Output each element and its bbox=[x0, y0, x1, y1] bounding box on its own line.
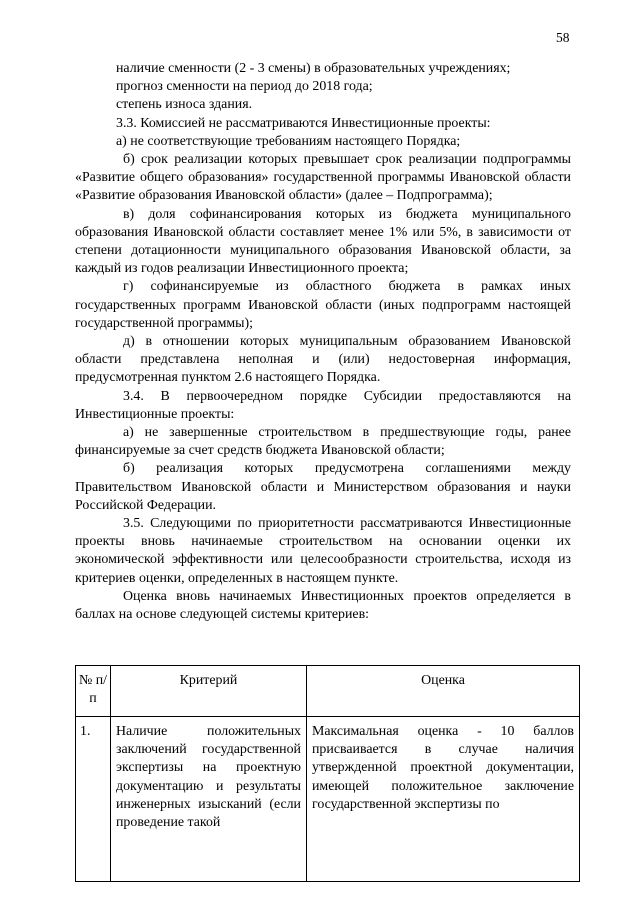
paragraph: д) в отношении которых муниципальным образованием Ивановской области представлена неполная и (или) недостоверная информация, предусмотренная пунктом 2.6 настоящего Порядка. bbox=[75, 334, 571, 386]
paragraph: 3.4. В первоочередном порядке Субсидии предоставляются на Инвестиционные проекты: bbox=[75, 388, 571, 422]
header-cell-number bbox=[76, 666, 111, 717]
table-row bbox=[76, 717, 580, 882]
paragraph: 3.3. Комиссией не рассматриваются Инвестиционные проекты: bbox=[116, 115, 491, 131]
paragraph: прогноз сменности на период до 2018 года; bbox=[116, 79, 373, 95]
table-header-row bbox=[76, 666, 580, 717]
cell-number bbox=[76, 717, 111, 882]
body-text bbox=[75, 60, 571, 624]
paragraph: г) софинансируемые из областного бюджета в рамках иных государственных программ Ивановской области (иных подпрограмм настоящей государственной программы); bbox=[75, 279, 571, 331]
paragraph: степень износа здания. bbox=[116, 97, 253, 113]
paragraph: в) доля софинансирования которых из бюджета муниципального образования Ивановской области составляет менее 1% или 5%, в зависимости от степени дотационности муниципального образования Ивановской области, за каждый из годов реализации Инвестиционного проекта; bbox=[75, 206, 571, 277]
paragraph: а) не завершенные строительством в предшествующие годы, ранее финансируемые за счет средств бюджета Ивановской области; bbox=[75, 425, 571, 459]
page-number: 58 bbox=[556, 30, 570, 45]
criteria-table bbox=[75, 665, 580, 882]
cell-score bbox=[307, 717, 580, 882]
criterion-text: Наличие положительных заключений государственной экспертизы на проектную документацию и результаты инженерных изысканий (если проведение такой bbox=[116, 724, 301, 831]
header-cell-criterion bbox=[111, 666, 307, 717]
header-score: Оценка bbox=[421, 673, 465, 688]
header-cell-score bbox=[307, 666, 580, 717]
header-number: № п/п bbox=[78, 673, 108, 707]
paragraph: 3.5. Следующими по приоритетности рассматриваются Инвестиционные проекты вновь начинаемые строительством на основании оценки их экономической эффективности или целесообразности строительства, исходя из критериев оценки, определенных в настоящем пункте. bbox=[75, 516, 571, 586]
paragraph: б) срок реализации которых превышает срок реализации подпрограммы «Развитие общего образования» государственной программы Ивановской области «Развитие образования Ивановской области» (далее – Подпрограмма); bbox=[75, 152, 571, 204]
header-criterion: Критерий bbox=[179, 673, 238, 688]
paragraph: а) не соответствующие требованиям настоящего Порядка; bbox=[116, 133, 461, 149]
row-number: 1. bbox=[80, 724, 91, 739]
paragraph: наличие сменности (2 - 3 смены) в образовательных учреждениях; bbox=[116, 61, 511, 76]
cell-criterion bbox=[111, 717, 307, 882]
paragraph: б) реализация которых предусмотрена соглашениями между Правительством Ивановской области и Министерством образования и науки Российской Федерации. bbox=[75, 461, 571, 513]
paragraph: Оценка вновь начинаемых Инвестиционных проектов определяется в баллах на основе следующей системы критериев: bbox=[75, 588, 571, 623]
score-text: Максимальная оценка - 10 баллов присваивается в случае наличия утвержденной проектной документации, имеющей положительное заключение государственной экспертизы по bbox=[312, 724, 574, 812]
